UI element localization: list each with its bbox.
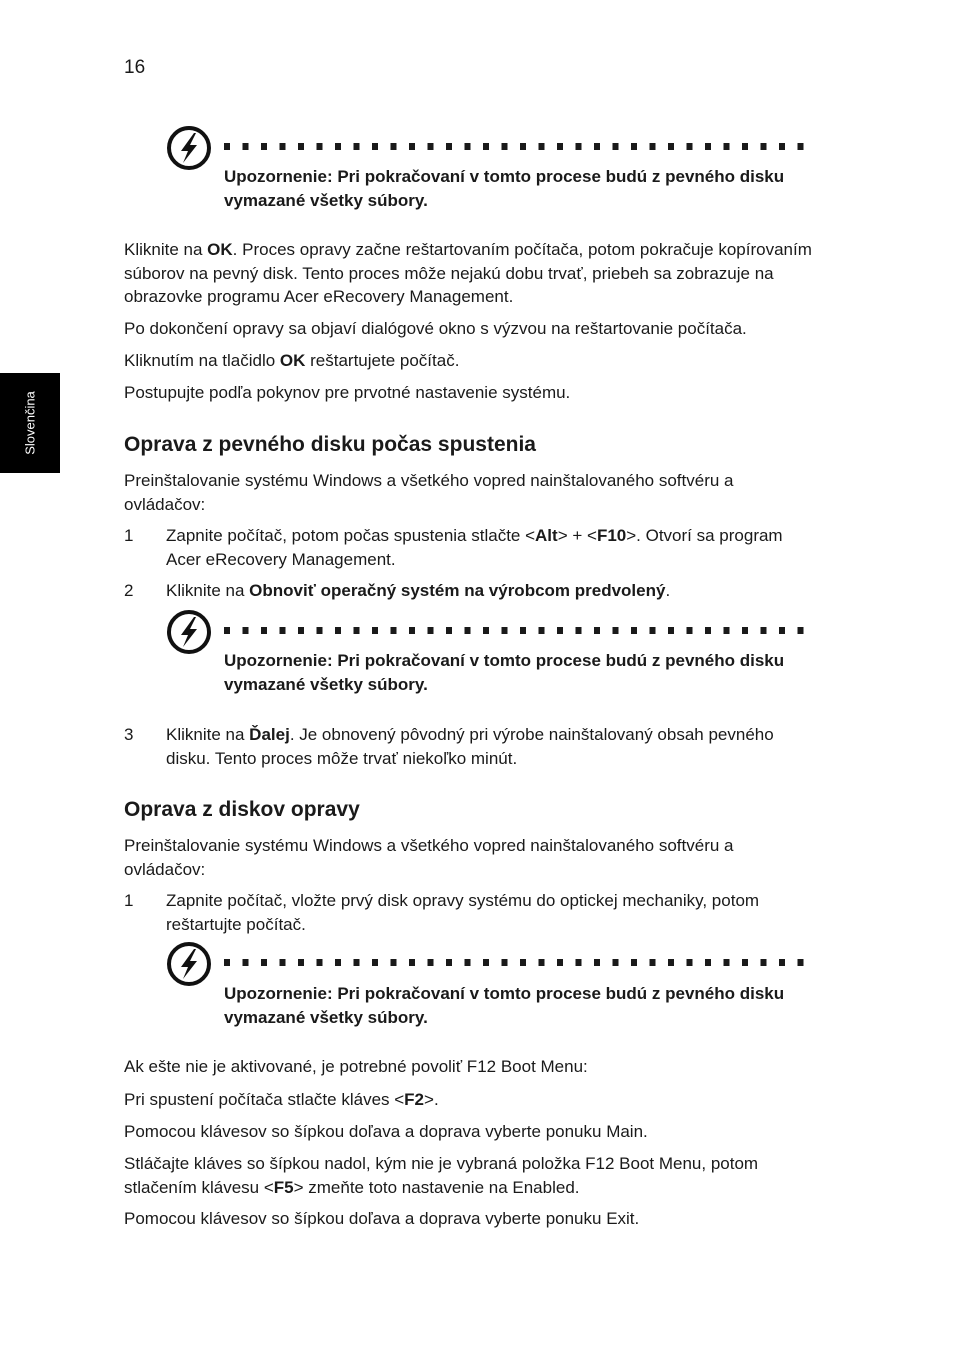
paragraph: Pomocou klávesov so šípkou doľava a doprava vyberte ponuku Main.: [124, 1122, 648, 1141]
step-number: 1: [124, 526, 134, 545]
step-text: Zapnite počítač, vložte prvý disk opravy systému do optickej mechaniky, potom reštartujte počítač.: [166, 891, 760, 934]
paragraph: Po dokončení opravy sa objaví dialógové okno s výzvou na reštartovanie počítača.: [124, 319, 747, 338]
language-side-tab: [0, 373, 60, 473]
section-heading: Oprava z pevného disku počas spustenia: [124, 433, 536, 456]
warning-icon: [166, 125, 212, 171]
warning-text: Upozornenie: Pri pokračovaní v tomto procese budú z pevného disku vymazané všetky súbory.: [224, 167, 785, 210]
step-number: 2: [124, 581, 134, 600]
paragraph: Pri spustení počítača stlačte kláves <F2>.: [124, 1090, 439, 1109]
paragraph: Pomocou klávesov so šípkou doľava a doprava vyberte ponuku Exit.: [124, 1209, 640, 1228]
warning-icon: [166, 609, 212, 655]
paragraph: Postupujte podľa pokynov pre prvotné nastavenie systému.: [124, 383, 571, 402]
step-number: 1: [124, 891, 134, 910]
warning-text: Upozornenie: Pri pokračovaní v tomto procese budú z pevného disku vymazané všetky súbory.: [224, 651, 785, 694]
warning-text: Upozornenie: Pri pokračovaní v tomto procese budú z pevného disku vymazané všetky súbory.: [224, 984, 785, 1027]
paragraph: Kliknite na OK. Proces opravy začne reštartovaním počítača, potom pokračuje kopírovaním súborov na pevný disk. Tento proces môže nejakú dobu trvať, priebeh sa zobrazuje na obrazovke programu Acer eRecovery Management.: [124, 240, 812, 306]
warning-divider: [224, 143, 810, 150]
language-label: Slovenčina: [22, 391, 38, 455]
warning-divider: [224, 627, 810, 634]
section-heading: Oprava z diskov opravy: [124, 798, 360, 821]
step-text: Kliknite na Obnoviť operačný systém na výrobcom predvolený.: [166, 581, 671, 600]
warning-divider: [224, 959, 810, 966]
paragraph: Ak ešte nie je aktivované, je potrebné povoliť F12 Boot Menu:: [124, 1057, 588, 1076]
step-text: Zapnite počítač, potom počas spustenia stlačte <Alt> + <F10>. Otvorí sa program Acer eRecovery Management.: [166, 526, 783, 569]
page-number: 16: [124, 57, 146, 78]
warning-icon: [166, 941, 212, 987]
step-number: 3: [124, 725, 134, 744]
paragraph: Kliknutím na tlačidlo OK reštartujete počítač.: [124, 351, 460, 370]
section-intro: Preinštalovanie systému Windows a všetkého vopred nainštalovaného softvéru a ovládačov:: [124, 836, 734, 879]
paragraph: Stláčajte kláves so šípkou nadol, kým nie je vybraná položka F12 Boot Menu, potom stlačením klávesu <F5> zmeňte toto nastavenie na Enabled.: [124, 1154, 759, 1197]
section-intro: Preinštalovanie systému Windows a všetkého vopred nainštalovaného softvéru a ovládačov:: [124, 471, 734, 514]
step-text: Kliknite na Ďalej. Je obnovený pôvodný pri výrobe nainštalovaný obsah pevného disku. Tento proces môže trvať niekoľko minút.: [166, 725, 774, 768]
